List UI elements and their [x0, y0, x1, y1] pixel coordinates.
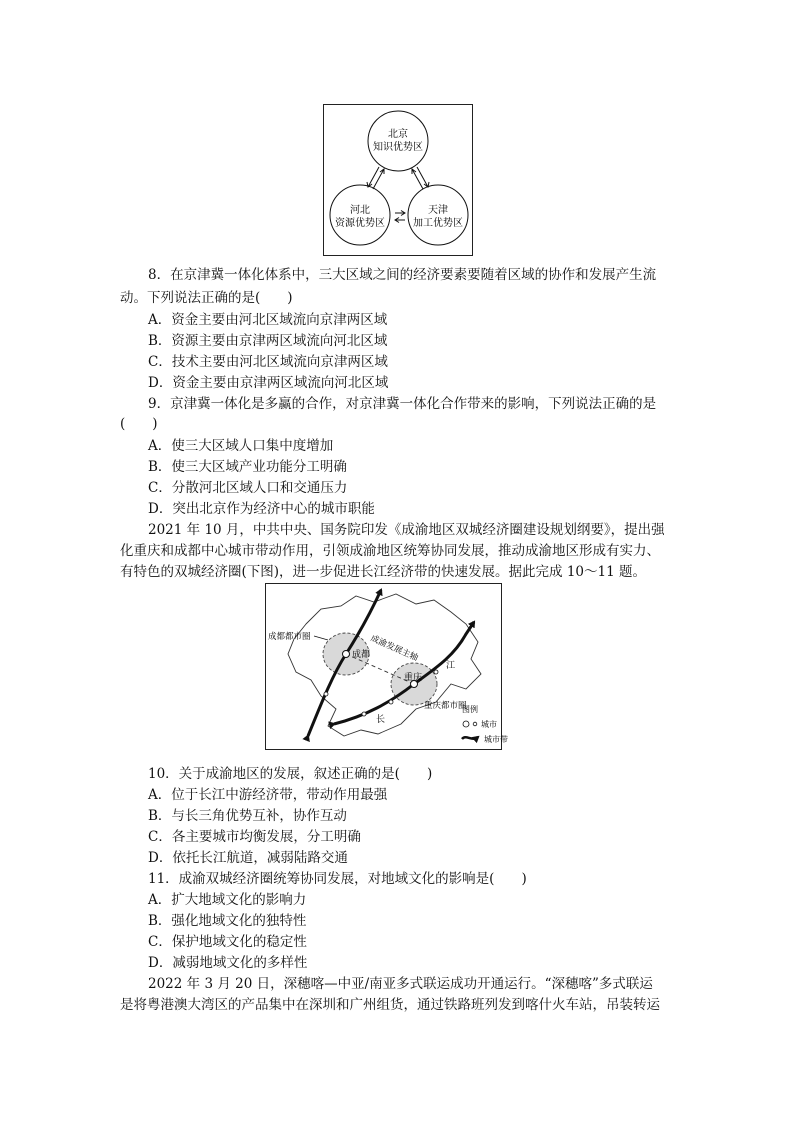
passage2-line2: 是将粤港澳大湾区的产品集中在深圳和广州组货，通过铁路班列发到喀什火车站，吊装转运: [120, 997, 660, 1013]
city-marker: [324, 692, 328, 696]
chengdu-label: 成都: [352, 650, 371, 660]
q10-option-c: C．各主要城市均衡发展，分工明确: [148, 829, 361, 845]
jingjinji-diagram-svg: [324, 105, 472, 255]
q11-option-d: D．减弱地域文化的多样性: [148, 955, 308, 971]
passage1-line2: 化重庆和成都中心城市带动作用，引领成渝地区统筹协同发展，推动成渝地区形成有实力、: [120, 543, 660, 559]
q8-option-c: C．技术主要由河北区域流向京津两区域: [148, 354, 388, 370]
q10-option-a: A．位于长江中游经济带，带动作用最强: [148, 787, 388, 803]
legend-city-label: 城市: [481, 720, 497, 729]
q9-option-d: D．突出北京作为经济中心的城市职能: [148, 501, 375, 517]
q8-stem-line2: 动。下列说法正确的是( ): [120, 290, 293, 306]
leader-line: [314, 636, 328, 640]
chengyu-map: [265, 583, 508, 750]
chengdu-metro-label: 成都都市圈: [268, 632, 311, 642]
q11-option-a: A．扩大地域文化的影响力: [148, 892, 307, 908]
legend-city-small-icon: [473, 722, 477, 726]
hebei-role: 资源优势区: [335, 218, 385, 229]
river-char-jiang: 江: [446, 661, 456, 671]
city-chengdu-marker: [343, 651, 350, 658]
q11-stem: 11．成渝双城经济圈统筹协同发展，对地域文化的影响是( ): [148, 871, 527, 887]
tianjin-name: 天津: [428, 205, 448, 216]
q11-option-c: C．保护地域文化的稳定性: [148, 934, 307, 950]
city-marker: [362, 712, 366, 716]
passage1-line3: 有特色的双城经济圈(下图)，进一步促进长江经济带的快速发展。据此完成 10～11 题。: [120, 564, 646, 580]
arrow-beijing-to-hebei: [368, 167, 379, 187]
legend-belt-label: 城市带: [484, 735, 508, 744]
jingjinji-diagram: [323, 104, 473, 256]
city-marker: [389, 700, 393, 704]
chongqing-label: 重庆: [404, 673, 423, 683]
q11-option-b: B．强化地域文化的独特性: [148, 913, 307, 929]
arrow-beijing-to-tianjin: [417, 167, 428, 187]
q9-stem-line1: 9．京津冀一体化是多赢的合作，对京津冀一体化合作带来的影响，下列说法正确的是: [148, 396, 657, 412]
q8-option-d: D．资金主要由京津两区域流向河北区域: [148, 375, 389, 391]
q10-option-b: B．与长三角优势互补，协作互动: [148, 808, 347, 824]
beijing-name: 北京: [388, 129, 408, 140]
chengyu-map-svg: [266, 584, 508, 749]
passage1-line1: 2021 年 10 月，中共中央、国务院印发《成渝地区双城经济圈建设规划纲要》，提出强: [148, 522, 665, 538]
legend-title: 图例: [462, 705, 478, 714]
q9-option-a: A．使三大区域人口集中度增加: [148, 438, 334, 454]
hebei-name: 河北: [350, 205, 370, 216]
q9-stem-line2: ( ): [120, 416, 158, 432]
q10-option-d: D．依托长江航道，减弱陆路交通: [148, 850, 348, 866]
legend-city-large-icon: [463, 721, 469, 727]
q8-stem-line1: 8．在京津冀一体化体系中，三大区域之间的经济要素要随着区域的协作和发展产生流: [148, 267, 657, 283]
tianjin-role: 加工优势区: [413, 218, 463, 229]
axis-label: 成渝发展主轴: [368, 633, 420, 664]
q8-option-b: B．资源主要由京津两区域流向河北区域: [148, 333, 388, 349]
beijing-role: 知识优势区: [373, 142, 423, 153]
q9-option-b: B．使三大区域产业功能分工明确: [148, 459, 347, 475]
chongqing-metro-label: 重庆都市圈: [424, 701, 467, 711]
river-char-chang: 长: [376, 715, 386, 725]
q10-stem: 10．关于成渝地区的发展，叙述正确的是( ): [148, 766, 433, 782]
arrow-tianjin-to-beijing: [412, 169, 423, 189]
passage2-line1: 2022 年 3 月 20 日，深穗喀—中亚/南亚多式联运成功开通运行。“深穗喀”多式联运: [148, 976, 653, 992]
q8-option-a: A．资金主要由河北区域流向京津两区域: [148, 312, 388, 328]
q9-option-c: C．分散河北区域人口和交通压力: [148, 480, 348, 496]
city-marker: [434, 670, 438, 674]
arrow-hebei-to-beijing: [373, 169, 384, 189]
beijing-circle: [368, 111, 428, 171]
legend-belt-icon: [462, 737, 478, 739]
